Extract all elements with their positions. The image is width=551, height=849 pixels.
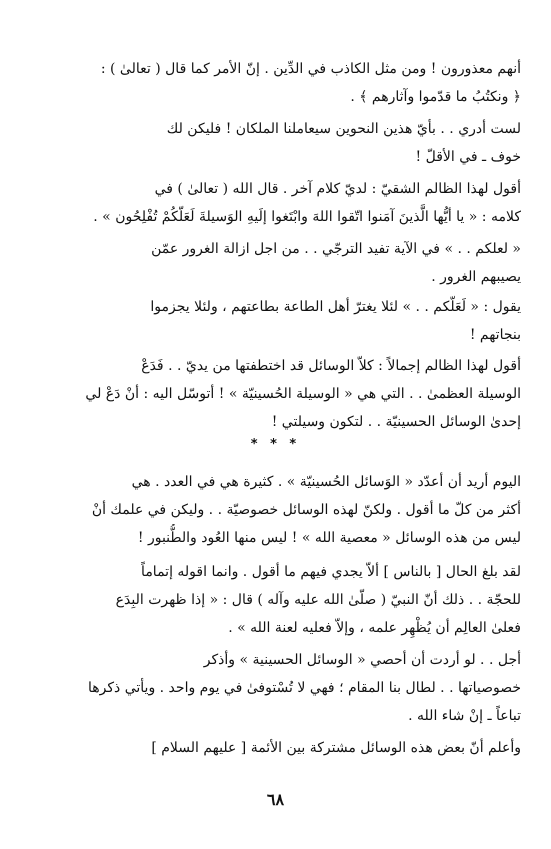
text-line: « لعلكم . . » في الآية تفيد الترجّي . . من اجل ازالة الغرور عمّن [151, 241, 521, 257]
paragraph [34, 352, 521, 436]
text-line: إحدىٰ الوسائل الحسينيّة . . لتكون وسيلتي ! [271, 414, 521, 430]
text-line: لست أدري . . بأيّ هذين النحوين سيعاملنا الملكان ! فليكن لك [166, 121, 521, 137]
section-separator: * * * [250, 437, 301, 452]
paragraph [34, 293, 521, 349]
text-line: وأعلم أنّ بعض هذه الوسائل مشتركة بين الأئمة [ عليهم السلام ] [151, 740, 521, 756]
paragraph [34, 734, 521, 762]
text-line: خصوصياتها . . لطال بنا المقام ؛ فهي لا تُسْتوفىٰ في يوم واحد . ويأتي ذكرها [88, 680, 521, 696]
text-line: أنهم معذورون ! ومن مثل الكاذب في الدِّين . إنّ الأمر كما قال ( تعالىٰ ) : [100, 61, 521, 77]
paragraph [34, 55, 521, 111]
text-line: لقد بلغ الحال [ بالناس ] ألاّ يجدي فيهم ما أقول . وانما اقوله إتماماً [141, 564, 521, 580]
text-line: ليس من هذه الوسائل « معصية الله » ! ليس منها العُود والطُّنبور ! [137, 530, 521, 546]
text-line: أجل . . لو أردت أن أحصي « الوسائل الحسينية » وأذكر [203, 652, 521, 668]
paragraph [34, 175, 521, 231]
text-line: اليوم أريد أن أعدّد « الوَسائل الحُسينيّة » . كثيرة هي في العدد . هي [131, 474, 521, 490]
paragraph [34, 115, 521, 171]
text-line: للحجّة . . ذلك أنّ النبيّ ( صلّىٰ الله عليه وآله ) قال : « إذا ظهرت البِدَع [115, 592, 521, 608]
text-line: أقول لهذا الظالم إجمالاً : كلاّ الوسائل قد اختطفتها من يديّ . . فَدَعْ [141, 358, 521, 374]
paragraph [34, 235, 521, 291]
text-line: خوف ـ في الأقلّ ! [415, 149, 521, 165]
text-line: الوسيلة العظمىٰ . . التي هي « الوسيلة الحُسينيّة » ! أتوسّل اليه : أنْ دَعْ لي [85, 386, 521, 402]
paragraph [34, 468, 521, 552]
text-line: يقول : « لَعَلّكم . . » لئلا يغترّ أهل الطاعة بطاعتهم ، ولئلا يجزموا [150, 299, 521, 315]
text-line: ﴿ ونكتُبُ ما قدّموا وآثارهم ﴾ . [350, 89, 521, 105]
text-line: فعلىٰ العالِم أن يُظْهِر علمه ، وإلاّ فعليه لعنة الله » . [228, 620, 521, 636]
page-number: ٦٨ [266, 790, 285, 809]
text-line: تباعاً ـ إنْ شاء الله . [408, 708, 521, 724]
paragraph [34, 558, 521, 642]
text-line: بنجاتهم ! [469, 327, 521, 343]
text-line: أقول لهذا الظالم الشقيّ : لديّ كلام آخر . قال الله ( تعالىٰ ) في [154, 181, 521, 197]
text-line: كلامه : « يا أيُّها الَّذينَ آمَنوا اتّقوا اللهَ وابْتَغوا إلَيهِ الوَسيلةَ لَعَلّكُمْ تُفْلِحُون » . [93, 209, 521, 225]
text-line: يصيبهم الغرور . [431, 269, 521, 285]
paragraph [34, 646, 521, 730]
text-line: أكثر من كلّ ما أقول . ولكنّ لهذه الوسائل خصوصيّة . . وليكن في علمك أنْ [91, 502, 521, 518]
